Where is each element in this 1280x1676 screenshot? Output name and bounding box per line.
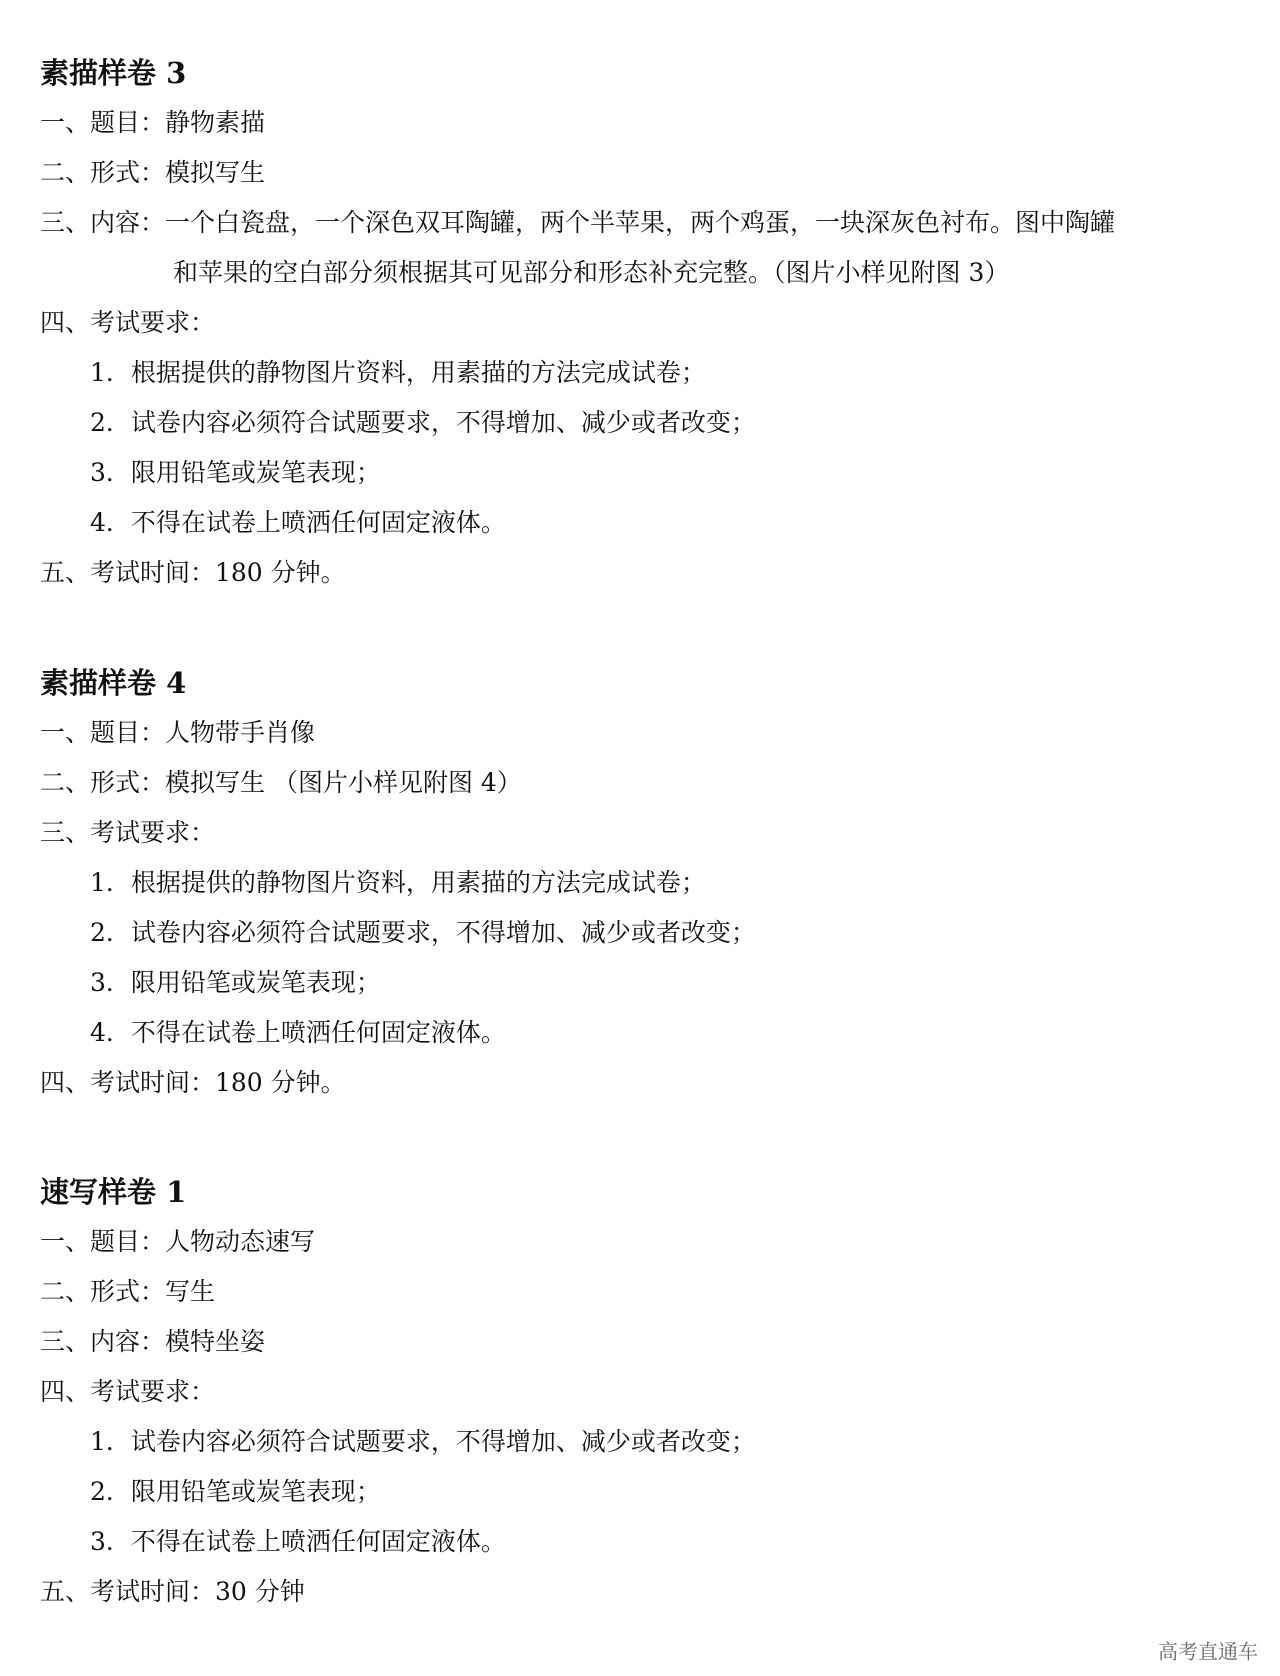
item-duration: 五、考试时间：180 分钟。 xyxy=(40,558,346,587)
requirement-3: 3．限用铅笔或炭笔表现； xyxy=(90,458,381,487)
requirement-1: 1．试卷内容必须符合试题要求，不得增加、减少或者改变； xyxy=(90,1427,756,1456)
requirement-2: 2．试卷内容必须符合试题要求，不得增加、减少或者改变； xyxy=(90,918,756,947)
section-sketch-4 xyxy=(40,658,1240,1108)
item-form: 二、形式：模拟写生 xyxy=(40,158,266,187)
section-title: 素描样卷 3 xyxy=(40,56,187,90)
section-quick-sketch-1 xyxy=(40,1167,1240,1617)
item-requirements: 三、考试要求： xyxy=(40,818,216,847)
watermark-text: 高考直通车 xyxy=(1158,1639,1258,1664)
requirement-2: 2．试卷内容必须符合试题要求，不得增加、减少或者改变； xyxy=(90,408,756,437)
item-requirements: 四、考试要求： xyxy=(40,308,216,337)
section-sketch-3 xyxy=(40,48,1240,598)
requirement-2: 2．限用铅笔或炭笔表现； xyxy=(90,1477,381,1506)
item-content: 三、内容：一个白瓷盘，一个深色双耳陶罐，两个半苹果，两个鸡蛋，一块深灰色衬布。图中陶罐 xyxy=(40,208,1116,237)
item-requirements: 四、考试要求： xyxy=(40,1377,216,1406)
item-duration: 五、考试时间：30 分钟 xyxy=(40,1577,305,1606)
requirement-3: 3．限用铅笔或炭笔表现； xyxy=(90,968,381,997)
requirement-1: 1．根据提供的静物图片资料，用素描的方法完成试卷； xyxy=(90,868,706,897)
requirement-1: 1．根据提供的静物图片资料，用素描的方法完成试卷； xyxy=(90,358,706,387)
requirement-4: 4．不得在试卷上喷洒任何固定液体。 xyxy=(90,508,506,537)
item-duration: 四、考试时间：180 分钟。 xyxy=(40,1068,346,1097)
item-topic: 一、题目：静物素描 xyxy=(40,108,266,137)
requirement-3: 3．不得在试卷上喷洒任何固定液体。 xyxy=(90,1527,506,1556)
item-content-continued: 和苹果的空白部分须根据其可见部分和形态补充完整。（图片小样见附图 3） xyxy=(173,258,1010,287)
item-topic: 一、题目：人物带手肖像 xyxy=(40,718,316,747)
item-content: 三、内容：模特坐姿 xyxy=(40,1327,266,1356)
section-title: 速写样卷 1 xyxy=(40,1175,187,1209)
item-form: 二、形式：写生 xyxy=(40,1277,216,1306)
requirement-4: 4．不得在试卷上喷洒任何固定液体。 xyxy=(90,1018,506,1047)
item-form: 二、形式：模拟写生 （图片小样见附图 4） xyxy=(40,768,522,797)
item-topic: 一、题目：人物动态速写 xyxy=(40,1227,316,1256)
section-title: 素描样卷 4 xyxy=(40,666,187,700)
